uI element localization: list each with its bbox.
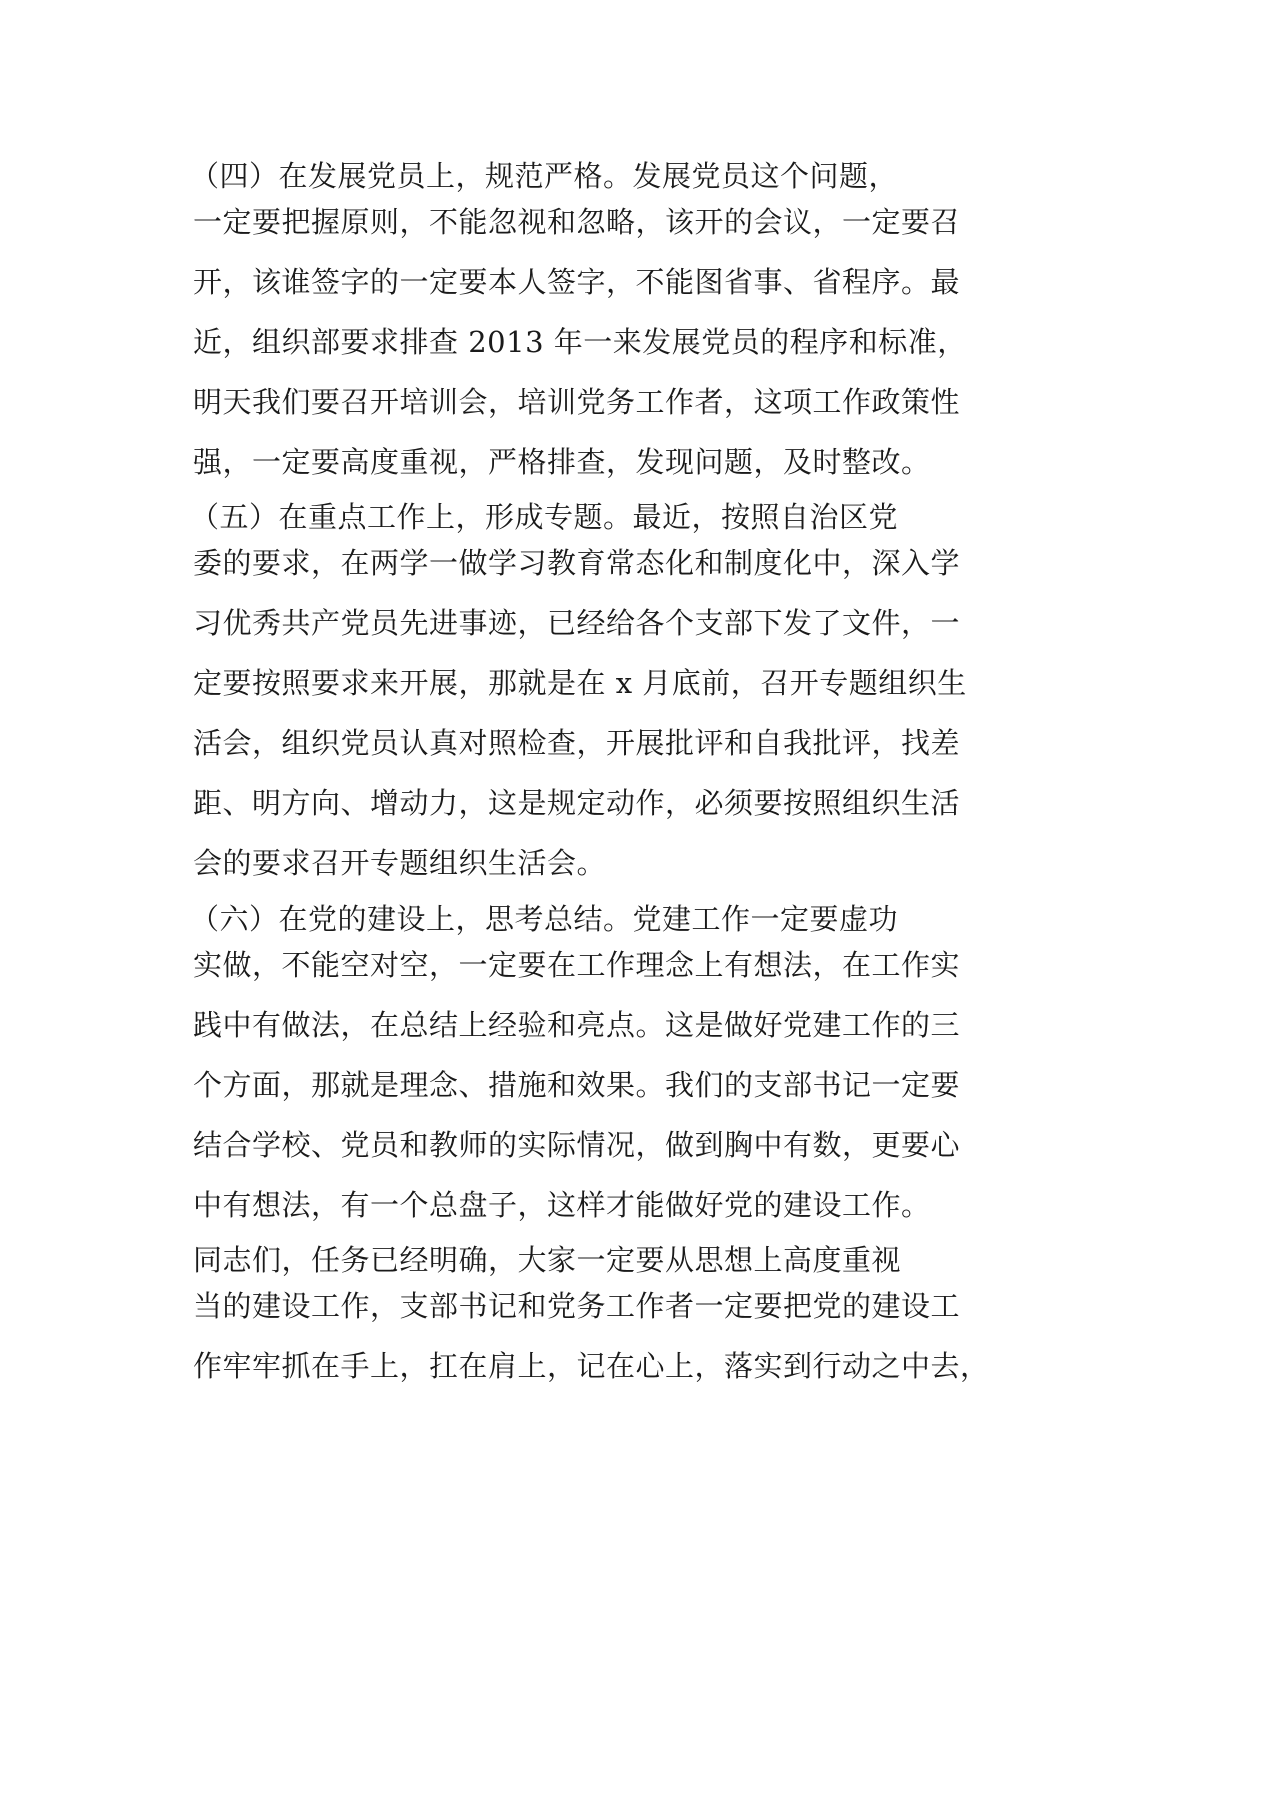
text-line: 会的要求召开专题组织生活会。	[193, 846, 607, 880]
text-line: 习优秀共产党员先进事迹，已经给各个支部下发了文件，一	[193, 606, 961, 640]
text-line: （五）在重点工作上，形成专题。最近，按照自治区党	[190, 500, 899, 534]
text-line: 距、明方向、增动力，这是规定动作，必须要按照组织生活	[193, 786, 961, 820]
text-line: 个方面，那就是理念、措施和效果。我们的支部书记一定要	[193, 1068, 961, 1102]
text-line: 当的建设工作，支部书记和党务工作者一定要把党的建设工	[193, 1289, 961, 1323]
text-line: （四）在发展党员上，规范严格。发展党员这个问题，	[190, 159, 899, 193]
text-line: 委的要求，在两学一做学习教育常态化和制度化中，深入学	[193, 546, 961, 580]
text-line: 定要按照要求来开展，那就是在 x 月底前，召开专题组织生	[193, 666, 967, 700]
text-line: 明天我们要召开培训会，培训党务工作者，这项工作政策性	[193, 385, 961, 419]
text-line: 作牢牢抓在手上，扛在肩上，记在心上，落实到行动之中去，	[193, 1349, 990, 1383]
text-line: 强，一定要高度重视，严格排查，发现问题，及时整改。	[193, 445, 931, 479]
text-line: 结合学校、党员和教师的实际情况，做到胸中有数，更要心	[193, 1128, 961, 1162]
text-line: 实做，不能空对空，一定要在工作理念上有想法，在工作实	[193, 948, 961, 982]
text-line: 活会，组织党员认真对照检查，开展批评和自我批评，找差	[193, 726, 961, 760]
text-line: 践中有做法，在总结上经验和亮点。这是做好党建工作的三	[193, 1008, 961, 1042]
text-line: （六）在党的建设上，思考总结。党建工作一定要虚功	[190, 902, 899, 936]
text-line: 一定要把握原则，不能忽视和忽略，该开的会议，一定要召	[193, 205, 961, 239]
text-line: 近，组织部要求排查 2013 年一来发展党员的程序和标准，	[193, 325, 967, 359]
text-line: 同志们，任务已经明确，大家一定要从思想上高度重视	[193, 1243, 902, 1277]
text-line: 开，该谁签字的一定要本人签字，不能图省事、省程序。最	[193, 265, 961, 299]
text-line: 中有想法，有一个总盘子，这样才能做好党的建设工作。	[193, 1188, 931, 1222]
